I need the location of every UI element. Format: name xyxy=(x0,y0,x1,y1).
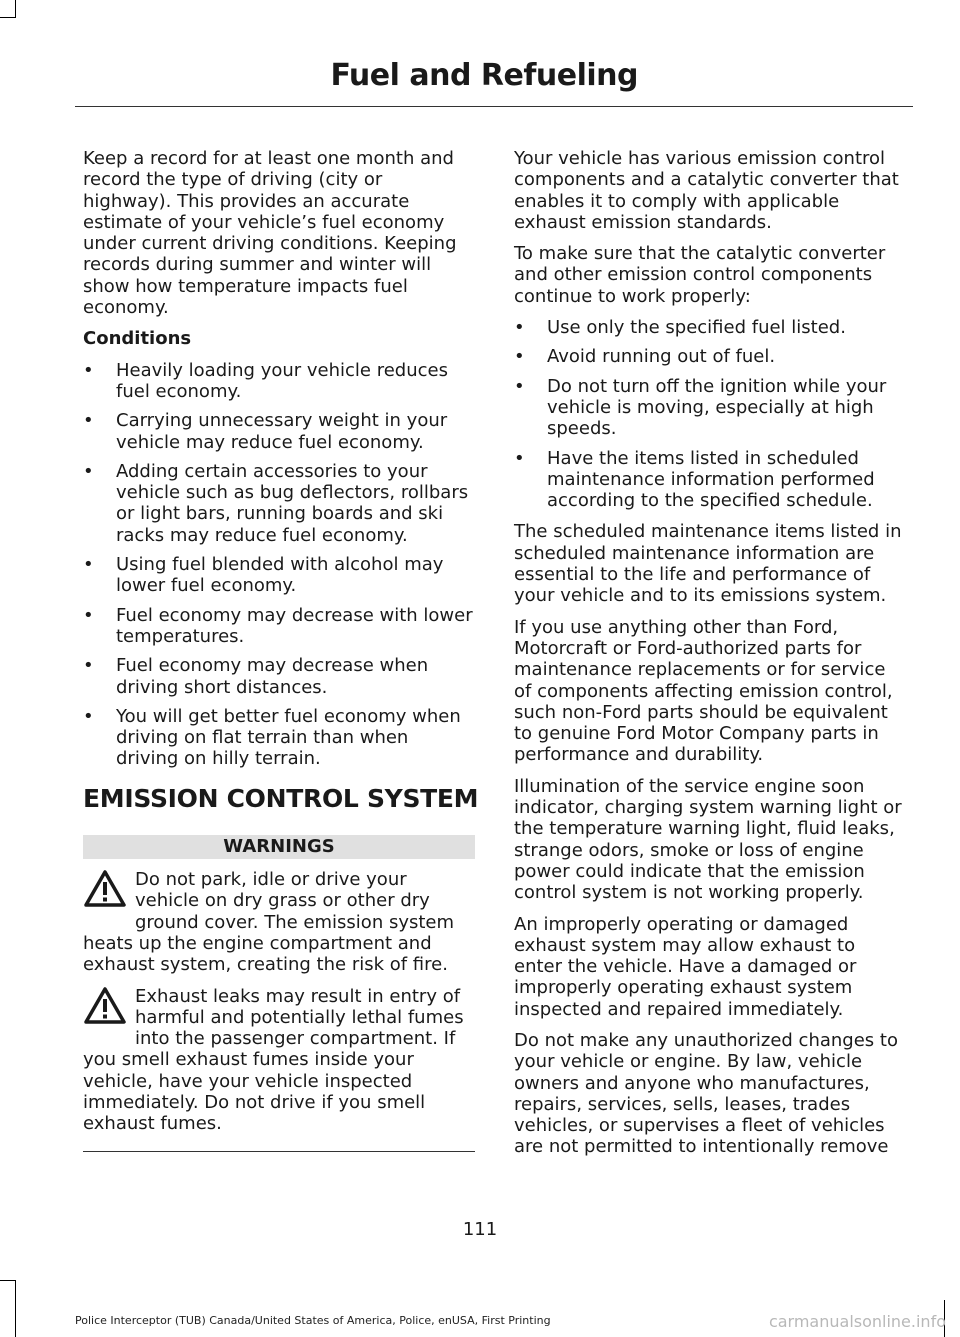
warning-triangle-icon xyxy=(83,986,127,1026)
section-heading: EMISSION CONTROL SYSTEM xyxy=(83,783,479,813)
crop-mark xyxy=(0,1280,16,1281)
page-header-title: Fuel and Refueling xyxy=(330,58,638,93)
bullet: • xyxy=(83,554,94,576)
paragraph: Your vehicle has various emission control components and a catalytic converter that enables it to comply with applicable exhaust emission standards. xyxy=(514,148,899,233)
bullet: • xyxy=(83,705,94,727)
intro-paragraph: Keep a record for at least one month and record the type of driving (city or highway). This provides an accurate estimate of your vehicle’s fuel economy under current driving conditions. Keeping records during summer and winter will show how temperature impacts fuel economy. xyxy=(83,148,457,319)
crop-mark xyxy=(15,0,16,18)
bullet: • xyxy=(514,447,525,469)
paragraph: Do not make any unauthorized changes to your vehicle or engine. By law, vehicle owners and anyone who manufactures, repairs, services, sells, leases, trades vehicles, or supervises a fleet of vehicles are not permitted to intentionally remove xyxy=(514,1029,898,1158)
warnings-title: WARNINGS xyxy=(83,835,475,859)
crop-mark xyxy=(15,1280,16,1337)
page-number: 111 xyxy=(462,1219,498,1240)
bullet: • xyxy=(514,317,525,339)
paragraph: An improperly operating or damaged exhaust system may allow exhaust to enter the vehicle. Have a damaged or improperly operating exhaust system inspected and repaired immediately. xyxy=(514,913,857,1020)
list-item: • Heavily loading your vehicle reduces fuel economy. xyxy=(83,359,448,402)
conditions-heading: Conditions xyxy=(83,328,192,350)
paragraph: If you use anything other than Ford, Motorcraft or Ford-authorized parts for maintenance replacements or for service of components affecting emission control, such non-Ford parts should be equivalent to genuine Ford Motor Company parts in performance and durability. xyxy=(514,616,893,766)
crop-mark xyxy=(0,17,16,18)
warnings-bottom-rule xyxy=(83,1151,475,1152)
warning-item: Do not park, idle or drive your vehicle on dry grass or other dry ground cover. The emission system heats up the engine compartment and exhaust system, creating the risk of fire. xyxy=(83,869,455,976)
list-item: • Do not turn off the ignition while your vehicle is moving, especially at high speeds. xyxy=(514,375,887,440)
list-item: • Avoid running out of fuel. xyxy=(514,346,776,368)
bullet: • xyxy=(514,346,525,368)
bullet: • xyxy=(514,375,525,397)
header-rule xyxy=(75,106,913,107)
footer-text: Police Interceptor (TUB) Canada/United States of America, Police, enUSA, First Printing xyxy=(75,1314,551,1327)
list-item: • Using fuel blended with alcohol may lower fuel economy. xyxy=(83,554,444,597)
conditions-list xyxy=(83,360,475,770)
bullet: • xyxy=(83,359,94,381)
list-item: • Adding certain accessories to your vehicle such as bug deflectors, rollbars or light bars, running boards and ski racks may reduce fuel economy. xyxy=(83,460,469,546)
warnings-box xyxy=(83,835,475,1152)
list-item: • Fuel economy may decrease with lower temperatures. xyxy=(83,604,473,647)
left-column xyxy=(83,148,479,1152)
list-item: • Carrying unnecessary weight in your vehicle may reduce fuel economy. xyxy=(83,410,448,453)
list-item: • Use only the specified fuel listed. xyxy=(514,317,846,339)
warning-triangle-icon xyxy=(83,869,127,909)
watermark: carmanualsonline.info xyxy=(768,1312,946,1331)
bullet: • xyxy=(83,655,94,677)
list-item: • You will get better fuel economy when driving on flat terrain than when driving on hilly terrain. xyxy=(83,705,461,770)
paragraph: Illumination of the service engine soon indicator, charging system warning light or the temperature warning light, fluid leaks, strange odors, smoke or loss of engine power could indicate that the emission control system is not working properly. xyxy=(514,775,902,904)
right-column xyxy=(514,148,908,1168)
list-item: • Fuel economy may decrease when driving short distances. xyxy=(83,655,429,698)
warning-item: Exhaust leaks may result in entry of harmful and potentially lethal fumes into the passenger compartment. If you smell exhaust fumes inside your vehicle, have your vehicle inspected immediately. Do not drive if you smell exhaust fumes. xyxy=(83,985,464,1135)
bullet: • xyxy=(83,460,94,482)
bullet: • xyxy=(83,604,94,626)
paragraph: The scheduled maintenance items listed in scheduled maintenance information are essential to the life and performance of your vehicle and to its emissions system. xyxy=(514,521,902,607)
paragraph: To make sure that the catalytic converter and other emission control components continue to work properly: xyxy=(514,243,886,307)
emission-list xyxy=(514,317,908,511)
list-item: • Have the items listed in scheduled maintenance information performed according to the specified schedule. xyxy=(514,447,875,512)
bullet: • xyxy=(83,410,94,432)
